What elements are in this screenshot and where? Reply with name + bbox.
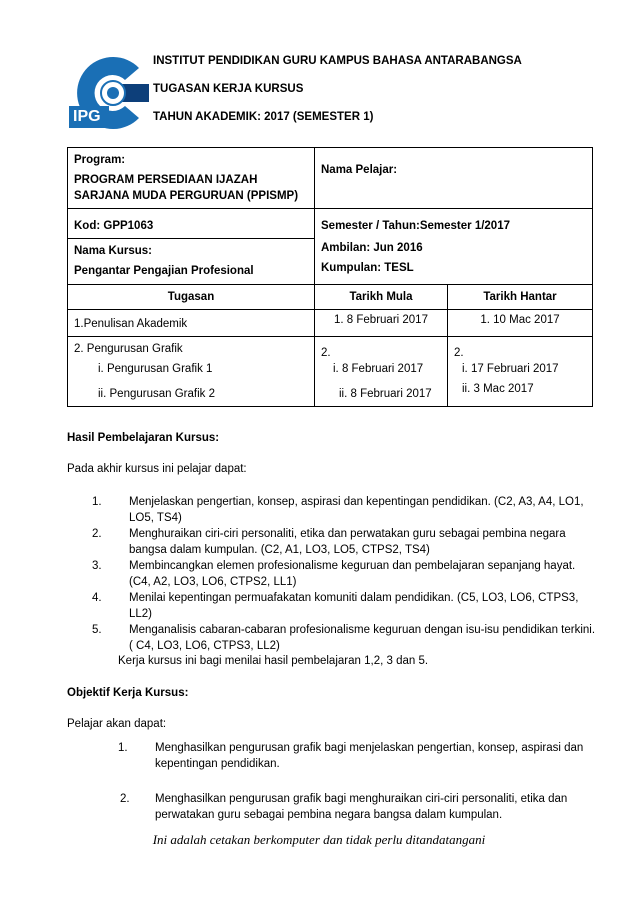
outcome-text: Menjelaskan pengertian, konsep, aspirasi dan kepentingan pendidikan. (C2, A3, A4, LO1, LO5, TS4) (129, 496, 584, 524)
semester-cell (315, 209, 593, 285)
task2-name: 2. Pengurusan Grafik (74, 343, 183, 355)
student-name-cell (315, 148, 593, 209)
outcome-num: 4. (92, 592, 102, 604)
task1-name: 1.Penulisan Akademik (68, 310, 315, 337)
outcomes-note: Kerja kursus ini bagi menilai hasil pembelajaran 1,2, 3 dan 5. (118, 655, 429, 667)
footer-note: Ini adalah cetakan berkomputer dan tidak perlu ditandatangani (152, 832, 486, 847)
outcome-num: 1. (92, 496, 102, 508)
program-cell (68, 148, 315, 209)
task2-start-num: 2. (321, 347, 331, 359)
objectives-title: Objektif Kerja Kursus: (67, 687, 189, 699)
outcome-item (67, 495, 597, 526)
program-value-line1: PROGRAM PERSEDIAAN IJAZAH (74, 174, 258, 186)
objectives-intro: Pelajar akan dapat: (67, 718, 167, 730)
course-name-cell (68, 239, 315, 285)
course-name-label: Nama Kursus: (74, 245, 152, 257)
outcome-item (67, 527, 597, 558)
outcomes-title: Hasil Pembelajaran Kursus: (67, 432, 220, 444)
objective-num: 1. (118, 742, 128, 754)
outcome-num: 3. (92, 560, 102, 572)
task2-start-cell (315, 337, 448, 407)
task2-end-num: 2. (454, 347, 464, 359)
outcome-num: 2. (92, 528, 102, 540)
objective-text: Menghasilkan pengurusan grafik bagi menjelaskan pengertian, konsep, aspirasi dan kepentingan pendidikan. (155, 742, 584, 770)
task2-cell (68, 337, 315, 407)
task2-start-i: i. 8 Februari 2017 (333, 363, 424, 375)
outcome-num: 5. (92, 624, 102, 636)
intake: Ambilan: Jun 2016 (321, 242, 423, 254)
task2-sub2: ii. Pengurusan Grafik 2 (98, 388, 215, 400)
objective-num: 2. (120, 793, 130, 805)
task2-start-ii: ii. 8 Februari 2017 (339, 388, 432, 400)
program-value-line2: SARJANA MUDA PERGURUAN (PPISMP) (74, 190, 299, 202)
objective-item (67, 741, 597, 772)
document-type: TUGASAN KERJA KURSUS (153, 83, 304, 95)
course-info-table (67, 147, 593, 407)
task2-sub1: i. Pengurusan Grafik 1 (98, 363, 213, 375)
program-label: Program: (74, 154, 126, 166)
outcome-item (67, 623, 597, 654)
course-code: Kod: GPP1063 (68, 209, 315, 239)
task2-end-ii: ii. 3 Mac 2017 (462, 383, 534, 395)
ipg-logo-text: IPG (73, 108, 101, 125)
objective-text: Menghasilkan pengurusan grafik bagi menghuraikan ciri-ciri personaliti, etika dan perwatakan guru sebagai pembina negara bangsa dalam kumpulan. (155, 793, 568, 821)
col-header-end: Tarikh Hantar (448, 285, 593, 310)
academic-year: TAHUN AKADEMIK: 2017 (SEMESTER 1) (153, 111, 374, 123)
outcome-item (67, 591, 597, 622)
group: Kumpulan: TESL (321, 262, 414, 274)
objectives-list (67, 741, 597, 824)
task1-start: 1. 8 Februari 2017 (315, 310, 448, 337)
task1-end: 1. 10 Mac 2017 (448, 310, 593, 337)
outcome-text: Membincangkan elemen profesionalisme keguruan dan pembelajaran sepanjang hayat. (C4, A2, LO3, LO6, CTPS2, LL1) (129, 560, 576, 588)
task2-end-i: i. 17 Februari 2017 (462, 363, 559, 375)
outcome-text: Menghuraikan ciri-ciri personaliti, etika dan perwatakan guru sebagai pembina negara bangsa dalam kumpulan. (C2, A1, LO3, LO5, CTPS2, TS4) (129, 528, 566, 556)
outcomes-intro: Pada akhir kursus ini pelajar dapat: (67, 463, 247, 475)
ipg-logo (67, 50, 153, 136)
outcome-text: Menilai kepentingan permuafakatan komuniti dalam pendidikan. (C5, LO3, LO6, CTPS3, LL2) (129, 592, 579, 620)
col-header-start: Tarikh Mula (315, 285, 448, 310)
outcome-item (67, 559, 597, 590)
task2-end-cell (448, 337, 593, 407)
outcomes-list (67, 495, 597, 655)
objective-item (67, 792, 597, 823)
student-name-label: Nama Pelajar: (321, 164, 398, 176)
course-name-value: Pengantar Pengajian Profesional (74, 265, 254, 277)
institute-name: INSTITUT PENDIDIKAN GURU KAMPUS BAHASA ANTARABANGSA (153, 55, 522, 67)
outcome-text: Menganalisis cabaran-cabaran profesionalisme keguruan dengan isu-isu pendidikan terkini. ( C4, LO3, LO6, CTPS3, LL2) (129, 624, 596, 652)
col-header-task: Tugasan (68, 285, 315, 310)
semester-year: Semester / Tahun:Semester 1/2017 (321, 220, 510, 232)
